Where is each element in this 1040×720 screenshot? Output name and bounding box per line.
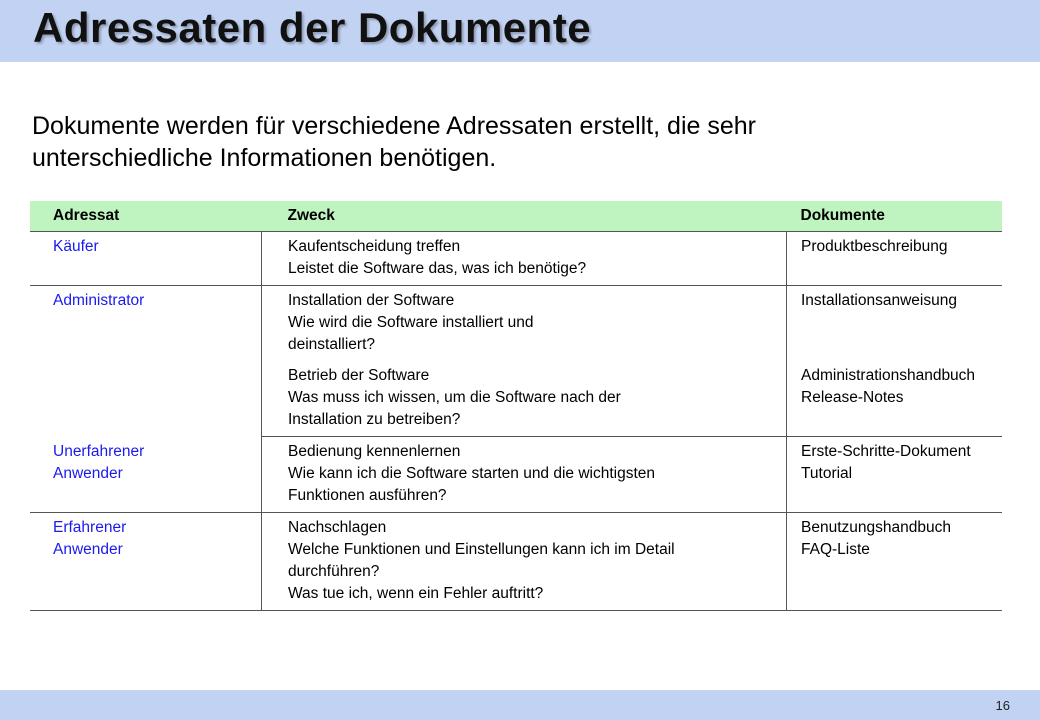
table-header-row <box>30 201 1002 232</box>
zweck-line: Welche Funktionen und Einstellungen kann ich im Detail <box>288 541 675 558</box>
dokumente-cell <box>787 232 1003 286</box>
adressat-cell <box>30 437 262 513</box>
addressee-table <box>30 201 1002 611</box>
adressat-label: Käufer <box>53 238 99 255</box>
dokument-item: Benutzungshandbuch <box>801 519 951 536</box>
zweck-cell <box>262 513 787 611</box>
adressat-label: Administrator <box>53 292 145 309</box>
zweck-line: Was muss ich wissen, um die Software nach der <box>288 389 621 406</box>
zweck-cell <box>262 232 787 286</box>
adressat-label: Unerfahrener <box>53 442 145 460</box>
dokument-item: Produktbeschreibung <box>801 238 948 255</box>
table-row <box>30 232 1002 286</box>
footer-bar <box>0 690 1040 720</box>
adressat-label: Anwender <box>53 464 123 482</box>
dokumente-cell <box>787 361 1003 437</box>
intro-text <box>32 110 1012 174</box>
zweck-line: Betrieb der Software <box>288 367 430 384</box>
dokument-item: Release-Notes <box>801 389 904 406</box>
dokumente-cell <box>787 513 1003 611</box>
zweck-cell <box>262 437 787 513</box>
dokument-item: Tutorial <box>801 465 853 482</box>
intro-line-1: Dokumente werden für verschiedene Adressaten erstellt, die sehr <box>32 112 756 140</box>
dokument-item: Erste-Schritte-Dokument <box>801 443 971 460</box>
dokument-item: FAQ-Liste <box>801 541 870 558</box>
intro-line-2: unterschiedliche Informationen benötigen. <box>32 144 497 172</box>
header-adressat: Adressat <box>30 201 262 232</box>
header-dokumente: Dokumente <box>787 201 1003 232</box>
slide-title: Adressaten der Dokumente <box>33 4 592 51</box>
zweck-cell <box>262 361 787 437</box>
adressat-label: Anwender <box>53 541 123 558</box>
dokumente-cell <box>787 437 1003 513</box>
zweck-line: Installation zu betreiben? <box>288 411 461 428</box>
adressat-cell <box>30 232 262 286</box>
table-row <box>30 513 1002 611</box>
dokumente-cell <box>787 286 1003 362</box>
zweck-cell <box>262 286 787 362</box>
table-row <box>30 437 1002 513</box>
adressat-cell <box>30 513 262 611</box>
zweck-line: Funktionen ausführen? <box>288 487 447 504</box>
adressat-label: Erfahrener <box>53 519 127 536</box>
page-number: 16 <box>995 698 1010 713</box>
zweck-line: Wie wird die Software installiert und <box>288 314 534 331</box>
zweck-line: Wie kann ich die Software starten und die wichtigsten <box>288 465 656 482</box>
header-zweck: Zweck <box>262 201 787 232</box>
zweck-line: Was tue ich, wenn ein Fehler auftritt? <box>288 585 544 602</box>
zweck-line: Installation der Software <box>288 292 455 309</box>
zweck-line: deinstalliert? <box>288 336 376 353</box>
table-row <box>30 286 1002 362</box>
dokument-item: Installationsanweisung <box>801 292 957 309</box>
zweck-line: Bedienung kennenlernen <box>288 443 461 460</box>
adressat-cell <box>30 286 262 437</box>
zweck-line: durchführen? <box>288 563 380 580</box>
zweck-line: Kaufentscheidung treffen <box>288 238 461 255</box>
zweck-line: Leistet die Software das, was ich benötige? <box>288 260 587 277</box>
zweck-line: Nachschlagen <box>288 519 387 536</box>
dokument-item: Administrationshandbuch <box>801 367 976 384</box>
